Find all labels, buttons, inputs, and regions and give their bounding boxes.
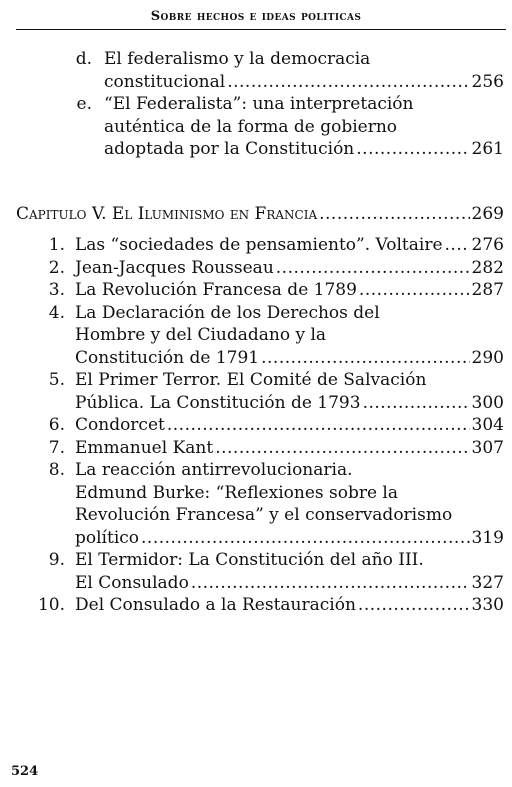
entry-page-number: 327 <box>471 572 504 593</box>
entry-title-line: Condorcet <box>75 415 165 435</box>
dot-leader <box>261 347 469 370</box>
entry-title-line: Edmund Burke: “Reflexiones sobre la <box>75 482 399 503</box>
entry-number: 6. <box>48 415 65 435</box>
entry-title-line: Las “sociedades de pensamiento”. Voltaire <box>75 235 443 255</box>
dot-leader <box>445 234 470 257</box>
entry-title-line: El Primer Terror. El Comité de Salvación <box>75 370 427 390</box>
entry-number: 3. <box>48 280 65 300</box>
header-rule <box>16 29 506 30</box>
dot-leader <box>363 392 470 415</box>
entry-page-number: 319 <box>471 527 504 548</box>
dot-leader <box>191 572 470 595</box>
entry-title-line: Del Consulado a la Restauración <box>75 595 356 615</box>
entry-page-number: 276 <box>471 235 504 255</box>
entry-title-line: Jean-Jacques Rousseau <box>75 257 274 278</box>
dot-leader <box>227 71 469 94</box>
entry-title-line: La Declaración de los Derechos del <box>75 302 380 323</box>
entry-title-line: “El Federalista”: una interpretación <box>104 94 414 114</box>
entry-page-number: 304 <box>471 415 504 435</box>
dot-leader <box>319 203 469 226</box>
entry-number: e. <box>76 94 92 114</box>
dot-leader <box>358 594 470 617</box>
entry-title-line: Constitución de 1791 <box>75 347 260 368</box>
entry-page-number: 269 <box>471 203 504 224</box>
entry-title-line: El Consulado <box>75 572 189 593</box>
entry-title-line: La reacción antirrevolucionaria. <box>75 460 353 480</box>
entry-title-line: Pública. La Constitución de 1793 <box>75 392 361 413</box>
entry-page-number: 287 <box>471 280 504 300</box>
entry-title-line: adoptada por la Constitución <box>104 139 355 159</box>
entry-number: 1. <box>48 235 65 255</box>
entry-title-line: Hombre y del Ciudadano y la <box>75 325 327 345</box>
dot-leader <box>215 437 469 460</box>
entry-page-number: 330 <box>471 595 504 615</box>
entry-title-line: político <box>75 527 140 548</box>
entry-number: 8. <box>48 460 65 480</box>
entry-title-line: constitucional <box>104 71 226 92</box>
entry-title-line: La Revolución Francesa de 1789 <box>75 280 357 300</box>
entry-title-line: Revolución Francesa” y el conservadorismo <box>75 505 453 525</box>
entry-title-line: Capitulo V. El Iluminismo en Francia <box>16 203 318 224</box>
entry-title-line: El Termidor: La Constitución del año III. <box>75 550 424 570</box>
entry-page-number: 256 <box>471 71 504 92</box>
entry-title-line: El federalismo y la democracia <box>104 49 371 69</box>
page-number: 524 <box>11 764 39 779</box>
entry-number: 4. <box>48 302 65 323</box>
entry-number: 10. <box>37 595 65 615</box>
entry-number: 7. <box>48 437 65 458</box>
entry-number: 5. <box>48 370 65 390</box>
entry-number: d. <box>75 49 92 69</box>
dot-leader <box>276 257 470 280</box>
entry-page-number: 307 <box>471 437 504 458</box>
entry-title-line: Emmanuel Kant <box>75 437 214 458</box>
entry-page-number: 261 <box>471 139 504 159</box>
dot-leader <box>141 527 470 550</box>
dot-leader <box>356 138 469 161</box>
dot-leader <box>167 414 470 437</box>
running-head: Sobre hechos e ideas politicas <box>150 9 362 24</box>
entry-number: 9. <box>48 550 65 570</box>
entry-page-number: 282 <box>471 257 504 278</box>
dot-leader <box>359 279 470 302</box>
entry-page-number: 300 <box>471 392 504 413</box>
entry-number: 2. <box>48 257 65 278</box>
entry-title-line: auténtica de la forma de gobierno <box>104 116 398 137</box>
entry-page-number: 290 <box>471 347 504 368</box>
